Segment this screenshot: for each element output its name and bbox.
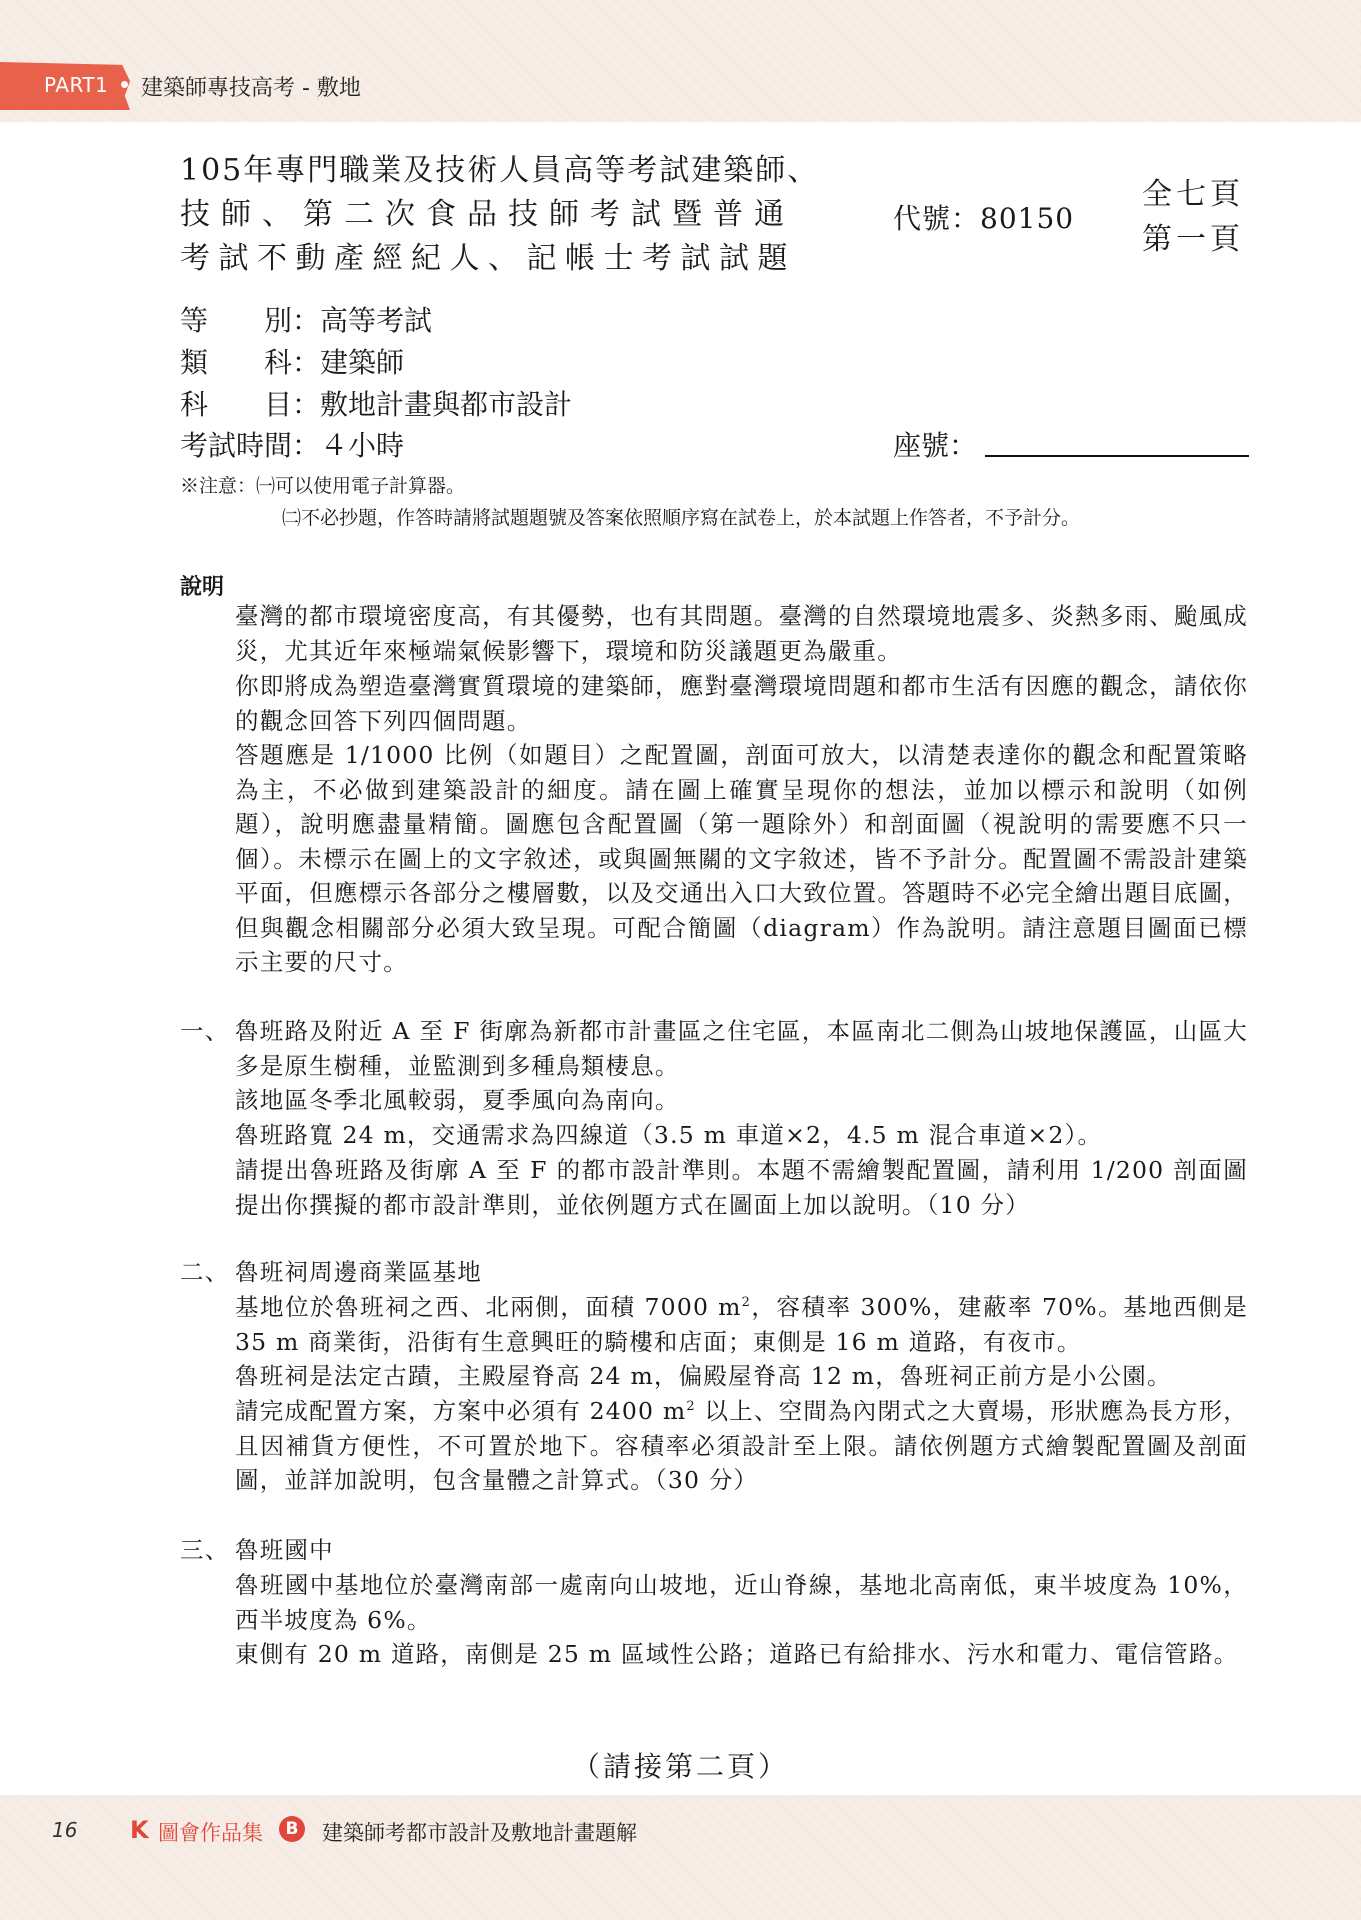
intro-paragraph-2: 你即將成為塑造臺灣實質環境的建築師，應對臺灣環境問題和都市生活有因應的觀念，請依你的觀念回答下列四個問題。 [235,672,1248,735]
meta-value: ：建築師 [292,346,405,379]
exam-code: 代號：80150 [893,202,1075,235]
question-text: 魯班路寬 24 m，交通需求為四線道（3.5 m 車道×2，4.5 m 混合車道×2）。 [235,1121,1103,1149]
page-number: 16 [52,1818,78,1842]
notice-2: ㈡不必抄題，作答時請將試題題號及答案依照順序寫在試卷上，於本試題上作答者，不予計分。 [282,507,1081,529]
meta-row [180,424,404,464]
question-text: 魯班國中基地位於臺灣南部一處南向山坡地，近山脊線，基地北高南低，東半坡度為 10%，西半坡度為 6%。 [235,1571,1248,1634]
meta-label: 考試時間 [180,429,293,462]
intro-paragraph-1: 臺灣的都市環境密度高，有其優勢，也有其問題。臺灣的自然環境地震多、炎熱多雨、颱風成災，尤其近年來極端氣候影響下，環境和防災議題更為嚴重。 [235,602,1248,665]
seat-label: 座號： [893,429,978,462]
meta-value: ：高等考試 [292,304,433,337]
exam-title-line1: 105年專門職業及技術人員高等考試建築師、 [180,153,820,188]
question-text: 魯班祠是法定古蹟，主殿屋脊高 24 m，偏殿屋脊高 12 m，魯班祠正前方是小公園。 [235,1362,1172,1390]
meta-value: ：４小時 [292,429,405,462]
question-2 [180,1255,1248,1505]
notice-1: ※注意：㈠可以使用電子計算器。 [180,475,466,497]
question-number: 三、 [180,1536,230,1564]
question-number: 一、 [180,1017,230,1045]
part-dot-icon [121,81,128,88]
meta-row [180,383,572,423]
question-text: 該地區冬季北風較弱，夏季風向為南向。 [235,1086,680,1114]
seat-number-blank [985,455,1249,457]
meta-value: ：敷地計畫與都市設計 [292,388,573,421]
question-text: 請提出魯班路及街廓 A 至 F 的都市設計準則。本題不需繪製配置圖，請利用 1/200 剖面圖提出你撰擬的都市設計準則，並依例題方式在圖面上加以說明。（10 分） [235,1156,1248,1219]
question-1 [180,1014,1248,1234]
question-text: 魯班路及附近 A 至 F 街廓為新都市計畫區之住宅區，本區南北二側為山坡地保護區，山區大多是原生樹種，並監測到多種鳥類棲息。 [235,1017,1248,1080]
brand-name: 圖會作品集 [158,1821,263,1845]
brand-logo-k: K [130,1816,149,1844]
header-band [0,0,1361,122]
continue-note: （請接第二頁） [571,1750,789,1783]
question-title: 魯班祠周邊商業區基地 [235,1258,482,1286]
part-label: PART1 [44,73,109,97]
meta-label: 類 科 [180,346,293,379]
question-text: 東側有 20 m 道路，南側是 25 m 區域性公路；道路已有給排水、污水和電力、電信管路。 [235,1640,1239,1668]
intro-heading: 說明 [180,574,225,600]
question-3 [180,1533,1248,1693]
meta-label: 等 別 [180,304,293,337]
book-title: 建築師考都市設計及敷地計畫題解 [322,1821,637,1845]
question-text: 基地位於魯班祠之西、北兩側，面積 7000 $m^2$，容積率 300%，建蔽率 70%。基地西側是 35 m 商業街，沿街有生意興旺的騎樓和店面；東側是 16 m 道路，有夜市。 [235,1293,1248,1356]
footer-band [0,1795,1361,1920]
exam-title [180,149,880,281]
brand-b-badge: B [279,1816,305,1842]
total-pages: 全七頁 [1142,177,1244,212]
exam-title-line3: 考試不動產經紀人、記帳士考試試題 [180,241,796,276]
meta-row [180,299,432,339]
intro-paragraph-3: 答題應是 1/1000 比例（如題目）之配置圖，剖面可放大，以清楚表達你的觀念和配置策略為主，不必做到建築設計的細度。請在圖上確實呈現你的想法，並加以標示和說明（如例題），說明應盡量精簡。圖應包含配置圖（第一題除外）和剖面圖（視說明的需要應不只一個）。未標示在圖上的文字敘述，或與圖無關的文字敘述，皆不予計分。配置圖不需設計建築平面，但應標示各部分之樓層數，以及交通出入口大致位置。答題時不必完全繪出題目底圖，但與觀念相關部分必須大致呈現。可配合簡圖（diagram）作為說明。請注意題目圖面已標示主要的尺寸。 [235,741,1248,976]
question-title: 魯班國中 [235,1536,334,1564]
meta-label: 科 目 [180,388,293,421]
question-text: 請完成配置方案，方案中必須有 2400 $m^2$ 以上、空間為內閉式之大賣場，形狀應為長方形，且因補貨方便性，不可置於地下。容積率必須設計至上限。請依例題方式繪製配置圖及剖面圖，並詳加說明，包含量體之計算式。（30 分） [235,1397,1248,1494]
page-indicator [1142,172,1244,262]
question-number: 二、 [180,1258,230,1286]
meta-row [180,341,404,381]
chapter-title: 建築師專技高考 - 敷地 [141,76,361,101]
current-page: 第一頁 [1142,222,1244,257]
exam-title-line2: 技師、第二次食品技師考試暨普通 [180,197,795,232]
